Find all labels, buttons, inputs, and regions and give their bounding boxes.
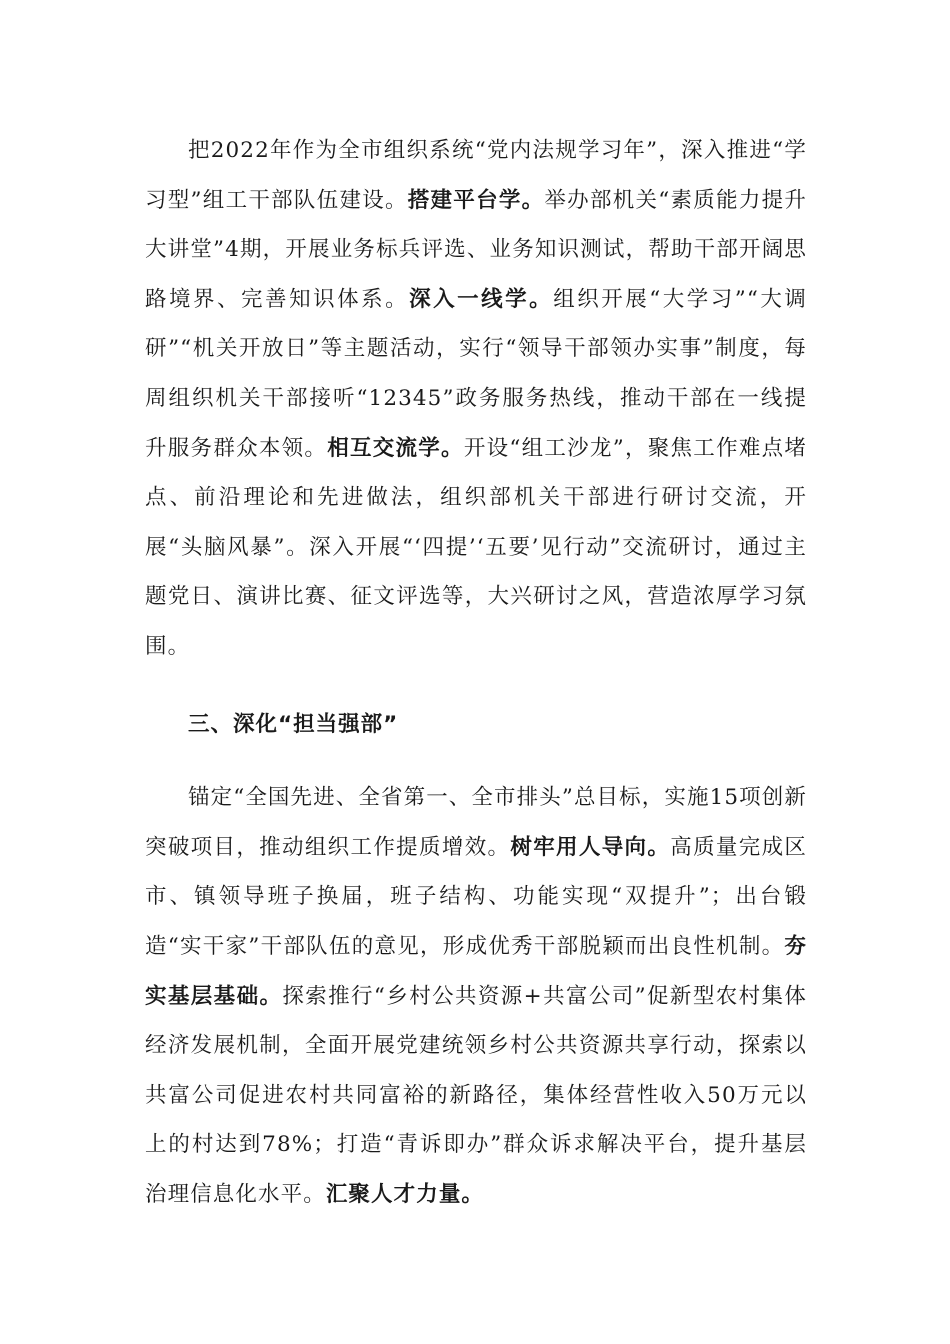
paragraph-text: 锚定“全国先进、全省第一、全市排头”总目标，实施15项创新突破项目，推动组织工作提质增效。 [145, 785, 807, 860]
bold-keyword: 树牢用人导向。 [510, 834, 671, 860]
paragraph-text: 把2022年作为全市组织系统“党内法规学习年”，深入推进“学习型”组工干部队伍建设。 [145, 138, 807, 213]
document-body [145, 126, 807, 1219]
paragraph-text: 开设“组工沙龙”，聚焦工作难点堵点、前沿理论和先进做法，组织部机关干部进行研讨交流，开展“头脑风暴”。深入开展“‘四提’‘五要’见行动”交流研讨，通过主题党日、演讲比赛、征文评选等，大兴研讨之风，营造浓厚学习氛围。 [145, 435, 807, 659]
section-heading: 三、深化“担当强部” [188, 711, 399, 737]
bold-keyword: 夯实基层基础。 [145, 933, 807, 1009]
bold-keyword: 相互交流学。 [327, 435, 464, 461]
bold-keyword: 搭建平台学。 [407, 187, 545, 213]
paragraph-study-year [145, 126, 807, 672]
paragraph-responsibility [145, 773, 807, 1219]
paragraph-text: 组织开展“大学习”“大调研”“机关开放日”等主题活动，实行“领导干部领办实事”制度，每周组织机关干部接听“12345”政务服务热线，推动干部在一线提升服务群众本领。 [145, 286, 807, 461]
paragraph-text: 探索推行“乡村公共资源+共富公司”促新型农村集体经济发展机制，全面开展党建统领乡村公共资源共享行动，探索以共富公司促进农村共同富裕的新路径，集体经营性收入50万元以上的村达到78%；打造“青诉即办”群众诉求解决平台，提升基层治理信息化水平。 [145, 983, 807, 1207]
bold-keyword: 深入一线学。 [409, 286, 554, 312]
paragraph-text: 高质量完成区市、镇领导班子换届，班子结构、功能实现“双提升”；出台锻造“实干家”干部队伍的意见，形成优秀干部脱颖而出良性机制。 [145, 834, 808, 959]
paragraph-text: 举办部机关“素质能力提升大讲堂”4期，开展业务标兵评选、业务知识测试，帮助干部开阔思路境界、完善知识体系。 [145, 187, 807, 312]
bold-keyword: 汇聚人才力量。 [325, 1181, 485, 1207]
